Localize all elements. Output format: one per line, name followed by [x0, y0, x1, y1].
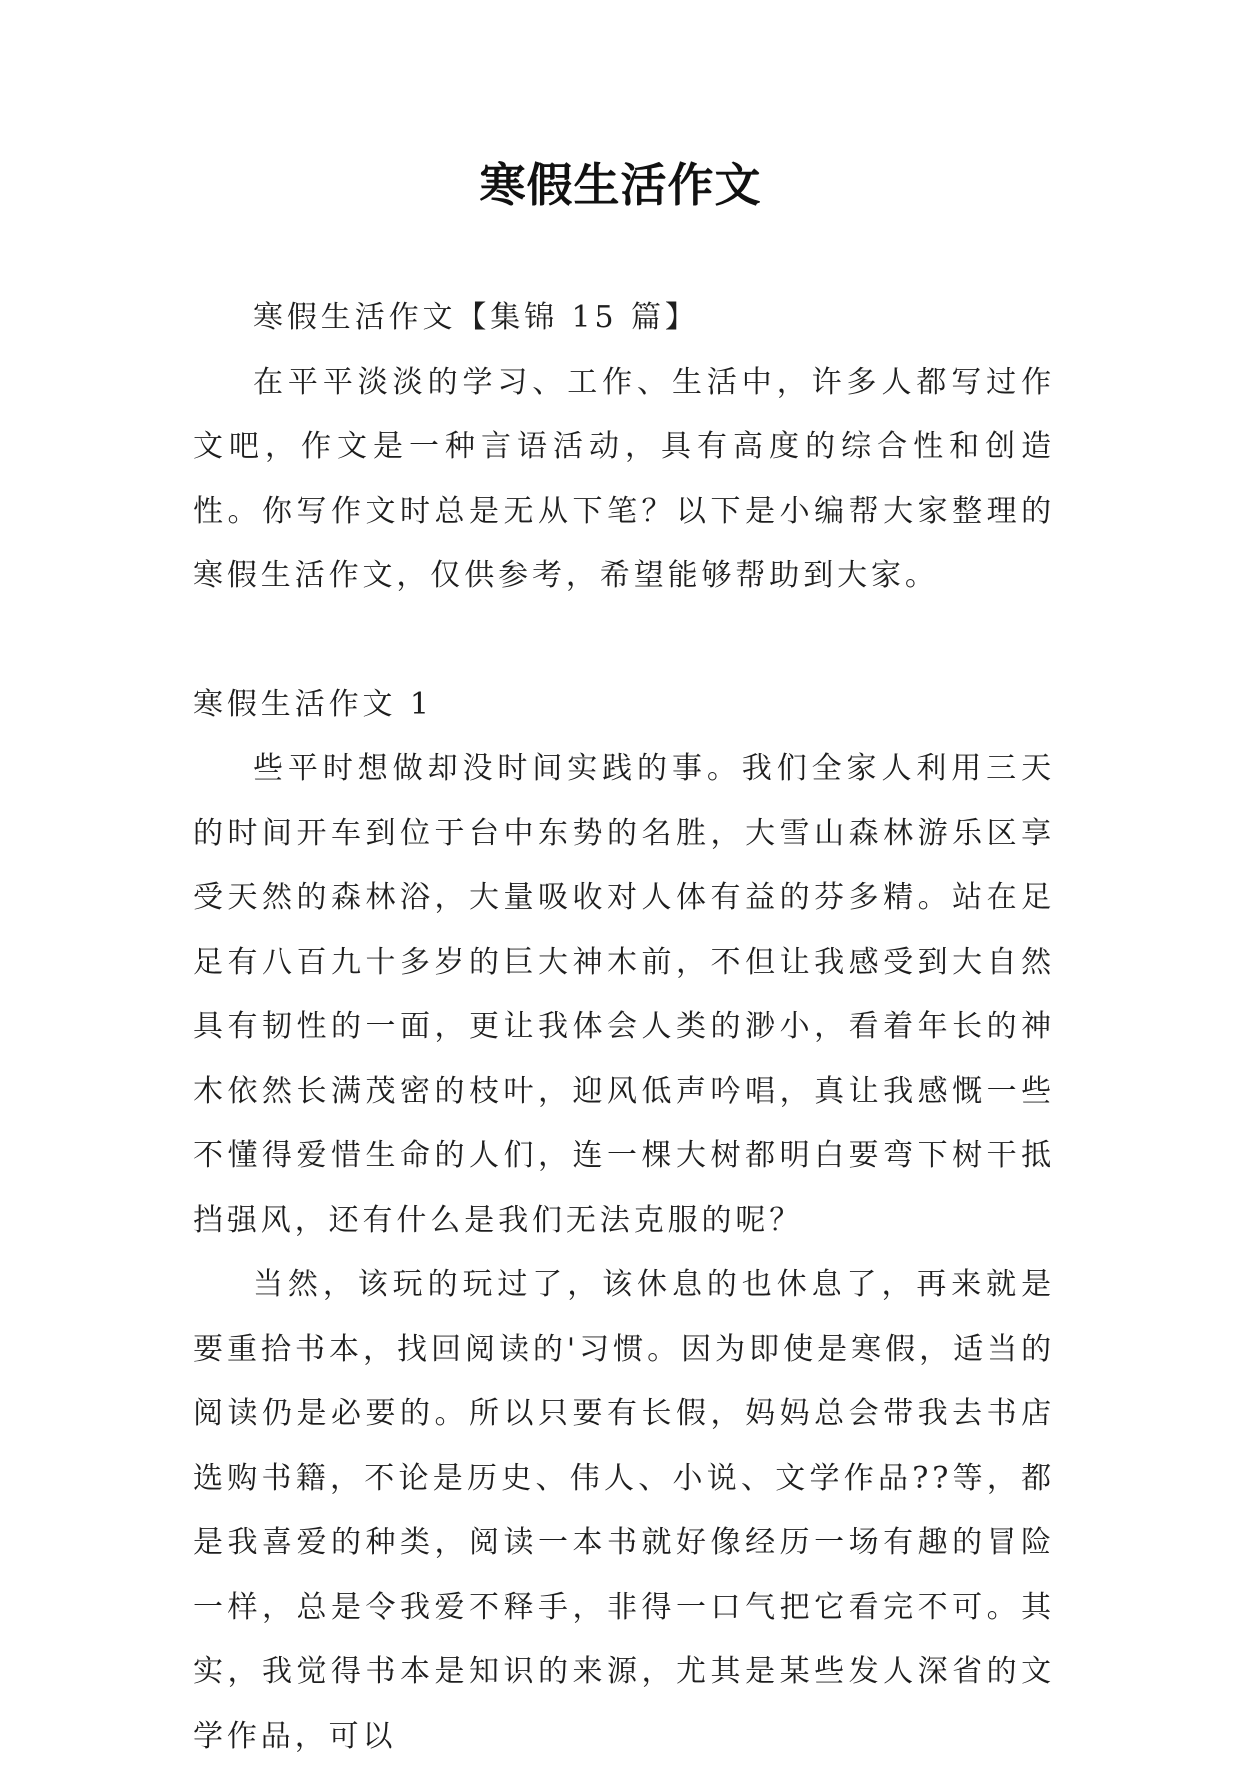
- body-paragraph: 当然，该玩的玩过了，该休息的也休息了，再来就是要重拾书本，找回阅读的'习惯。因为即使是寒假，适当的阅读仍是必要的。所以只要有长假，妈妈总会带我去书店选购书籍，不论是历史、伟人、小说、文学作品??等，都是我喜爱的种类，阅读一本书就好像经历一场有趣的冒险一样，总是令我爱不释手，非得一口气把它看完不可。其实，我觉得书本是知识的来源，尤其是某些发人深省的文学作品，可以: [193, 1267, 1055, 1754]
- section-heading: 寒假生活作文 1: [193, 686, 433, 722]
- document-body: [193, 286, 1055, 1769]
- body-paragraph: 些平时想做却没时间实践的事。我们全家人利用三天的时间开车到位于台中东势的名胜，大雪山森林游乐区享受天然的森林浴，大量吸收对人体有益的芬多精。站在足足有八百九十多岁的巨大神木前，不但让我感受到大自然具有韧性的一面，更让我体会人类的渺小，看着年长的神木依然长满茂密的枝叶，迎风低声吟唱，真让我感慨一些不懂得爱惜生命的人们，连一棵大树都明白要弯下树干抵挡强风，还有什么是我们无法克服的呢？: [193, 751, 1055, 1238]
- document-title: 寒假生活作文: [479, 158, 762, 212]
- section-spacer: [193, 609, 1055, 673]
- collection-subtitle: 寒假生活作文【集锦 15 篇】: [253, 300, 699, 335]
- intro-paragraph: 在平平淡淡的学习、工作、生活中，许多人都写过作文吧，作文是一种言语活动，具有高度的综合性和创造性。你写作文时总是无从下笔？以下是小编帮大家整理的寒假生活作文，仅供参考，希望能够帮助到大家。: [193, 364, 1055, 593]
